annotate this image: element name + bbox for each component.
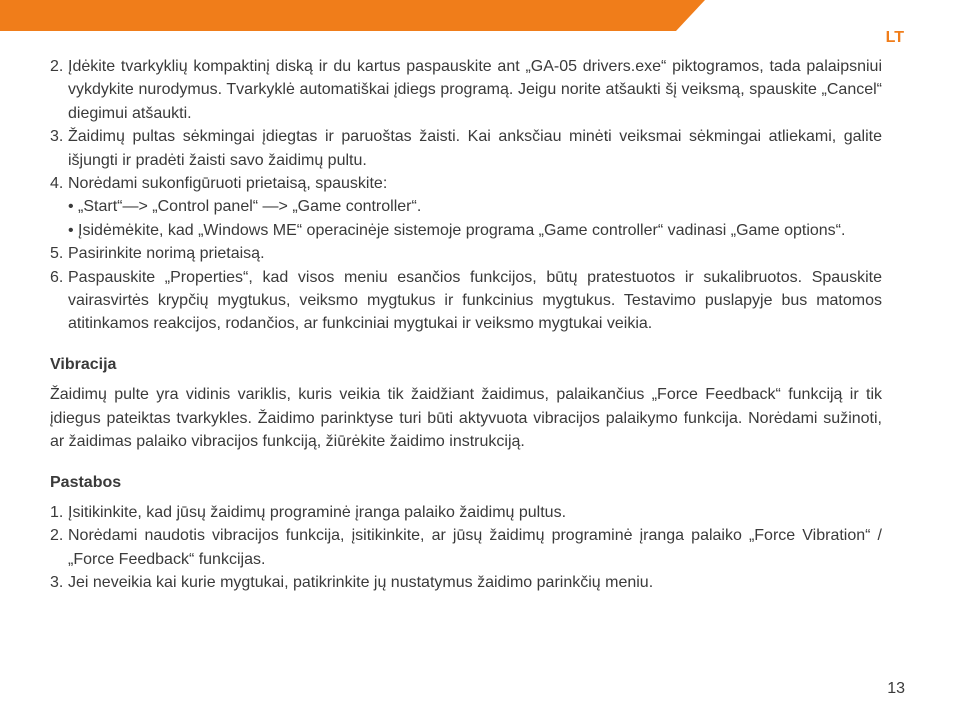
note-text: Įsitikinkite, kad jūsų žaidimų programinė įranga palaiko žaidimų pultus. bbox=[68, 503, 567, 521]
vibration-paragraph: Žaidimų pulte yra vidinis variklis, kuris veikia tik žaidžiant žaidimus, palaikančius „Force Feedback“ funkciją ir tik įdiegus pateiktas tvarkykles. Žaidimo parinktyse turi būti aktyvuota vibracijos palaikymo funkcija. Norėdami sužinoti, ar žaidimas palaiko vibracijos funkciją, žiūrėkite žaidimo instrukciją. bbox=[50, 386, 882, 451]
step-bullet: • „Start“—> „Control panel“ —> „Game controller“. bbox=[68, 198, 422, 216]
page-number: 13 bbox=[887, 680, 905, 697]
orange-header-band bbox=[0, 0, 954, 31]
step-item bbox=[50, 266, 882, 336]
step-text: Pasirinkite norimą prietaisą. bbox=[68, 245, 265, 263]
note-text: Norėdami naudotis vibracijos funkcija, įsitikinkite, ar jūsų žaidimų programinė įranga palaiko „Force Vibration“ / „Force Feedback“ funkcijas. bbox=[68, 527, 882, 568]
step-number: 4. bbox=[50, 175, 64, 193]
note-item bbox=[50, 524, 882, 571]
step-text: Norėdami sukonfigūruoti prietaisą, spauskite: bbox=[68, 175, 388, 193]
note-number: 1. bbox=[50, 503, 64, 521]
step-text: Įdėkite tvarkyklių kompaktinį diską ir du kartus paspauskite ant „GA-05 drivers.exe“ piktogramos, tada palaipsniui vykdykite nurodymus. Tvarkyklė automatiškai įdiegs programą. Jeigu norite atšaukti šį veiksmą, spauskite „Cancel“ diegimui atšaukti. bbox=[68, 58, 882, 122]
step-number: 6. bbox=[50, 268, 64, 286]
note-number: 2. bbox=[50, 527, 64, 545]
note-item bbox=[50, 571, 882, 594]
note-text: Jei neveikia kai kurie mygtukai, patikrinkite jų nustatymus žaidimo parinkčių meniu. bbox=[68, 574, 654, 592]
step-item bbox=[50, 125, 882, 172]
step-bullet: • Įsidėmėkite, kad „Windows ME“ operacinėje sistemoje programa „Game controller“ vadinasi „Game options“. bbox=[68, 221, 846, 239]
step-number: 2. bbox=[50, 58, 64, 75]
note-item bbox=[50, 501, 882, 524]
notes-heading: Pastabos bbox=[50, 473, 122, 491]
steps-list bbox=[50, 55, 882, 336]
notes-list bbox=[50, 501, 882, 595]
step-item bbox=[50, 242, 882, 265]
step-text: Paspauskite „Properties“, kad visos meniu esančios funkcijos, būtų pratestuotos ir sukalibruotos. Spauskite vairasvirtės krypčių mygtukus, veiksmo mygtukus ir funkcinius mygtukus. Testavimo puslapyje bus matomos atitinkamos reakcijos, rodančios, ar funkciniai mygtukai ir veiksmo mygtukai veikia. bbox=[68, 268, 882, 333]
vibration-heading: Vibracija bbox=[50, 355, 117, 373]
step-item bbox=[50, 172, 882, 242]
step-number: 3. bbox=[50, 128, 64, 146]
language-tag: LT bbox=[885, 29, 904, 46]
note-number: 3. bbox=[50, 574, 64, 592]
step-number: 5. bbox=[50, 245, 64, 263]
step-item bbox=[50, 55, 882, 125]
step-text: Žaidimų pultas sėkmingai įdiegtas ir paruoštas žaisti. Kai anksčiau minėti veiksmai sėkmingai atliekami, galite išjungti ir pradėti žaisti savo žaidimų pultu. bbox=[68, 128, 882, 169]
page-content bbox=[50, 55, 882, 595]
